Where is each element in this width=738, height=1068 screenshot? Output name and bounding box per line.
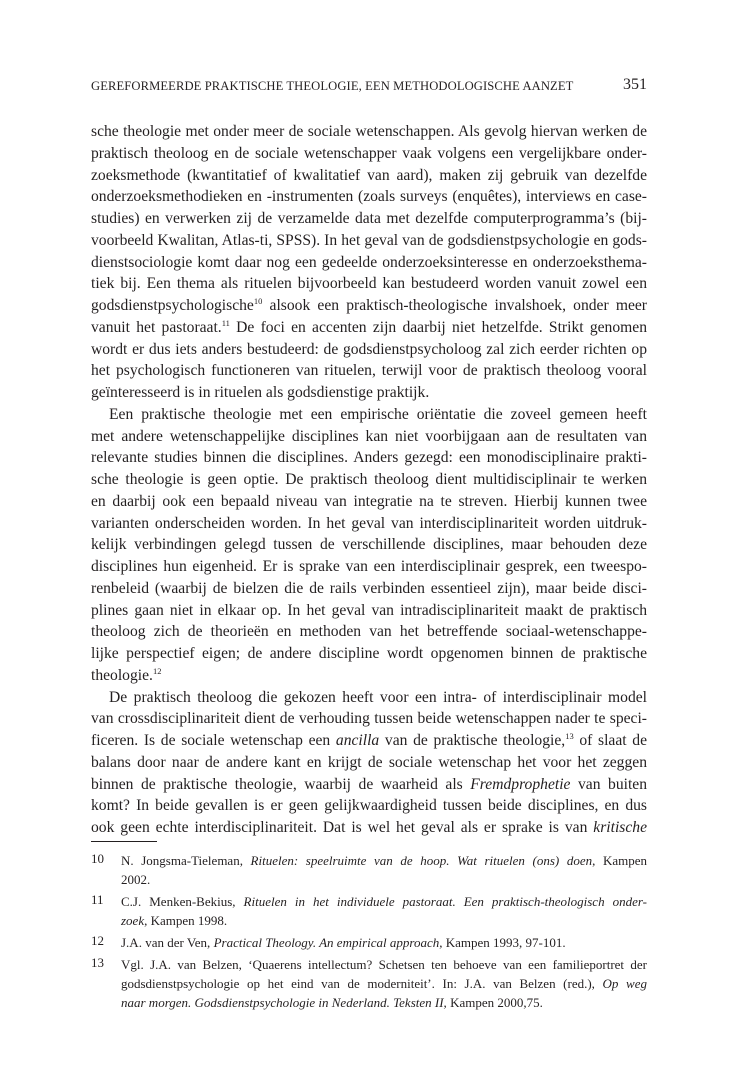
text-run: Kampen 2000,75.	[446, 995, 543, 1010]
body-line	[91, 186, 647, 208]
text-run: disciplines hun eigenheid. Er is sprake van een interdisciplinair gesprek, een tweespo-	[91, 558, 647, 575]
body-line	[91, 687, 647, 709]
italic-text: Op weg	[602, 976, 647, 991]
footnote-separator	[91, 841, 157, 842]
footnote	[91, 892, 647, 930]
body-line	[91, 534, 647, 556]
text-run: van crossdisciplinariteit dient de verhouding tussen beide wetenschappen nader te speci-	[91, 710, 647, 728]
body-line	[91, 208, 647, 230]
footnote-line	[121, 851, 647, 870]
italic-text: ancilla	[335, 732, 380, 749]
text-run: theologie.	[91, 666, 153, 684]
italic-text: Fremdprophetie	[470, 775, 571, 793]
body-line	[91, 121, 647, 143]
footnote	[91, 933, 647, 952]
footnote-reference: 10	[253, 296, 263, 306]
text-run: Kampen 1993, 97-101.	[442, 935, 566, 950]
text-run: , Kampen	[592, 853, 647, 868]
text-run: zoeksmethode (kwantitatief of kwalitatief van aard), maken zij gebruik van dezelfde	[91, 166, 647, 184]
footnote-line	[121, 933, 647, 952]
footnote-number: 10	[91, 851, 104, 866]
footnote-line	[121, 911, 647, 930]
text-run: ook geen echte interdisciplinariteit. Dat is wel het geval als er sprake is van	[91, 819, 594, 836]
body-line	[91, 556, 647, 578]
text-run: alsook een praktisch-theologische invalshoek, onder meer	[262, 297, 647, 314]
footnote-reference: 12	[152, 665, 162, 676]
text-run: godsdienstpsychologie op het eind van de moderniteit’. In: J.A. van Belzen (red.),	[121, 976, 603, 991]
footnote-reference: 11	[221, 317, 230, 328]
footnotes	[91, 851, 647, 1015]
body-line	[91, 447, 647, 469]
text-run: ficeren. Is de sociale wetenschap een	[91, 732, 336, 749]
body-line	[91, 708, 647, 730]
text-run: dienstsociologie komt daar nog een gedeelde onderzoeksinteresse en onderzoeksthema-	[91, 253, 647, 271]
running-title: GEREFORMEERDE PRAKTISCHE THEOLOGIE, EEN METHODOLOGISCHE AANZET	[91, 79, 574, 93]
text-run: of slaat de	[573, 732, 648, 749]
text-run: van de praktische theologie,	[379, 732, 566, 749]
body-line	[91, 252, 647, 274]
text-run: relevante studies binnen die disciplines. Anders gezegd: een monodisciplinaire prakti-	[91, 449, 647, 467]
italic-text: naar morgen. Godsdienstpsychologie in Nederland. Teksten II,	[121, 995, 447, 1010]
body-line	[91, 404, 647, 426]
text-run: geïnteresseerd is in rituelen als godsdienstige praktijk.	[91, 384, 430, 401]
footnote-number: 13	[91, 955, 104, 970]
body-line	[91, 643, 647, 665]
italic-text: Practical Theology. An empirical approach,	[213, 935, 443, 950]
body-line	[91, 339, 647, 361]
text-run: balans door naar de andere kant en krijgt de sociale wetenschap het voor het zeggen	[91, 753, 647, 771]
text-run: godsdienstpsychologische	[91, 297, 254, 314]
footnote-line	[121, 955, 647, 974]
text-run: N. Jongsma-Tieleman,	[121, 853, 251, 868]
body-line	[91, 426, 647, 448]
footnote-reference: 13	[565, 731, 574, 741]
text-run: sche theologie met onder meer de sociale wetenschappen. Als gevolg hiervan werken de	[91, 123, 647, 140]
italic-text: kritische	[593, 819, 647, 836]
text-run: C.J. Menken-Bekius,	[121, 894, 244, 909]
body-line	[91, 360, 647, 382]
text-run: theoloog zich de theorieën en methoden van het betreffende sociaal-wetenschappe-	[91, 623, 647, 641]
italic-text: zoek	[121, 913, 145, 928]
text-run: wordt er dus iets anders bestudeerd: de godsdienstpsycholoog zal zich eerder richten op	[91, 340, 647, 358]
page-number: 351	[623, 76, 647, 93]
text-run: vanuit het pastoraat.	[91, 318, 222, 336]
text-run: voorbeeld Kwalitan, Atlas-ti, SPSS). In het geval van de godsdienstpsychologie en gods-	[91, 231, 647, 249]
text-run: renbeleid (waarbij de bielzen die de rails verbinden essentieel zijn), maar beide disci-	[91, 579, 647, 597]
body-line	[91, 273, 647, 295]
text-run: komt? In beide gevallen is er geen gelijkwaardigheid tussen beide disciplines, en dus	[91, 797, 647, 815]
body-line	[91, 752, 647, 774]
footnote-number: 11	[91, 892, 104, 907]
text-run: studies) en verwerken zij de verzamelde data met dezelfde computerprogramma’s (bij-	[91, 210, 647, 227]
text-run: varianten onderscheiden worden. In het geval van interdisciplinariteit worden uitdruk-	[91, 514, 647, 532]
text-run: sche theologie is geen optie. De praktisch theoloog dient multidisciplinair te werken	[91, 471, 647, 488]
text-run: van buiten	[570, 775, 648, 793]
running-header	[91, 76, 647, 98]
italic-text: Rituelen in het individuele pastoraat. Een praktisch-theologisch onder-	[243, 894, 647, 909]
footnote-line	[121, 974, 647, 993]
text-run: De foci en accenten zijn daarbij niet hetzelfde. Strikt genomen	[229, 318, 647, 336]
footnote	[91, 851, 647, 889]
footnote-number: 12	[91, 933, 104, 948]
body-line	[91, 795, 647, 817]
body-line	[91, 469, 647, 491]
footnote-line	[121, 892, 647, 911]
text-run: Vgl. J.A. van Belzen, ‘Quaerens intellectum? Schetsen ten behoeve van een familieportret der	[121, 957, 647, 972]
text-run: , Kampen 1998.	[144, 913, 228, 928]
body-line	[91, 165, 647, 187]
text-run: kelijk verbindingen gelegd tussen de verschillende disciplines, maar behouden deze	[91, 536, 647, 554]
body-line	[91, 817, 647, 839]
italic-text: Rituelen: speelruimte van de hoop. Wat rituelen (ons) doen	[250, 853, 593, 868]
text-run: en daarbij ook een bepaald niveau van integratie na te streven. Hierbij kunnen twee	[91, 492, 647, 510]
text-run: met andere wetenschappelijke disciplines kan niet voorbijgaan aan de resultaten van	[91, 427, 647, 445]
body-line	[91, 578, 647, 600]
body-line	[91, 230, 647, 252]
body-line	[91, 513, 647, 535]
body-line	[91, 600, 647, 622]
text-run: het psychologisch functioneren van rituelen, terwijl voor de praktisch theoloog vooral	[91, 362, 647, 380]
text-run: De praktisch theoloog die gekozen heeft voor een intra- of interdisciplinair model	[109, 688, 647, 706]
text-run: onderzoeksmethodieken en -instrumenten (zoals surveys (enquêtes), interviews en case-	[91, 188, 647, 206]
text-run: Een praktische theologie met een empirische oriëntatie die zoveel gemeen heeft	[109, 405, 647, 423]
footnote	[91, 955, 647, 1012]
body-line	[91, 774, 647, 796]
text-run: binnen de praktische theologie, waarbij de waarheid als	[91, 775, 471, 793]
text-run: tiek bij. Een thema als rituelen bijvoorbeeld kan bestudeerd worden vanuit zowel een	[91, 275, 647, 293]
text-run: J.A. van der Ven,	[121, 935, 214, 950]
text-run: plines gaan niet in elkaar op. In het geval van intradisciplinariteit maakt de praktisch	[91, 601, 647, 619]
body-line	[91, 295, 647, 317]
text-run: lijke perspectief eigen; de andere discipline wordt opgenomen binnen de praktische	[91, 645, 647, 662]
body-line	[91, 491, 647, 513]
footnote-line	[121, 993, 647, 1012]
body-line	[91, 317, 647, 339]
body-line	[91, 730, 647, 752]
text-run: 2002.	[121, 872, 151, 887]
body-line	[91, 621, 647, 643]
body-text	[91, 121, 647, 839]
text-run: praktisch theoloog en de sociale wetenschapper vaak volgens een vergelijkbare onder-	[91, 144, 647, 162]
body-line	[91, 665, 647, 687]
body-line	[91, 143, 647, 165]
body-line	[91, 382, 647, 404]
footnote-line	[121, 870, 647, 889]
